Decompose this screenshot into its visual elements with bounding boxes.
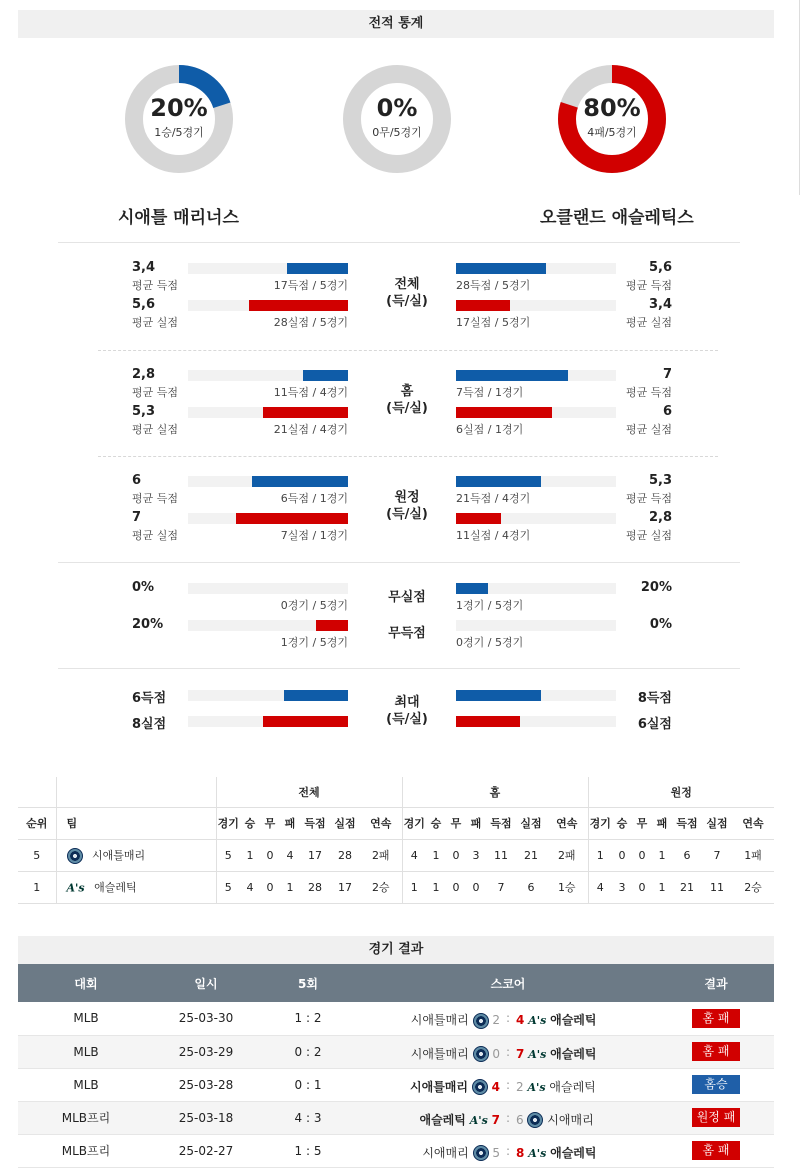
stat-cell: 0	[446, 839, 466, 871]
stat-cell: 1	[240, 839, 260, 871]
right-bar	[456, 370, 568, 381]
left-stat-value: 7	[132, 510, 142, 525]
group-header: 홈	[402, 777, 588, 807]
athletics-logo-icon: A's	[66, 881, 85, 895]
result-row[interactable]	[18, 1101, 774, 1134]
column-header: 연속	[546, 807, 588, 839]
left-bar-track	[188, 370, 348, 381]
donut-percent: 20%	[150, 94, 208, 122]
team-right-name: 오클랜드 애슬레틱스	[540, 208, 694, 228]
athletics-logo-icon: A's	[527, 1080, 546, 1094]
stat-cell: 5	[216, 871, 240, 903]
date-cell: 25-03-30	[154, 1002, 258, 1035]
stat-cell: 7	[486, 871, 516, 903]
column-header: 승	[612, 807, 632, 839]
left-bar	[316, 620, 348, 631]
score-cell	[358, 1068, 658, 1101]
divider	[98, 350, 718, 351]
right-stat-value: 2,8	[648, 510, 672, 525]
donut-percent: 80%	[583, 94, 641, 122]
date-cell: 25-02-27	[154, 1134, 258, 1167]
home-team-name: 시애틀매리	[410, 1079, 468, 1094]
athletics-logo-icon: A's	[528, 1146, 547, 1160]
stat-cell: 0	[612, 839, 632, 871]
right-bar-caption: 6실점 / 1경기	[456, 423, 524, 436]
results-column-header: 결과	[658, 964, 774, 1002]
left-stat-value: 0%	[132, 580, 155, 595]
stat-cell: 2승	[360, 871, 402, 903]
athletics-logo-icon: A's	[528, 1014, 547, 1027]
home-team-name: 시애매리	[422, 1145, 469, 1160]
left-bar	[284, 690, 348, 701]
away-team-name: 시애매리	[547, 1112, 594, 1127]
team-left-name: 시애틀 매리너스	[118, 208, 239, 228]
right-stat-value: 20%	[640, 580, 672, 595]
record-donut	[342, 64, 452, 174]
donut-percent: 0%	[376, 94, 418, 122]
right-bar-track	[456, 300, 616, 311]
team-header: 팀	[56, 807, 216, 839]
right-bar-track	[456, 476, 616, 487]
right-bar-caption: 0경기 / 5경기	[456, 636, 524, 649]
right-bar-caption: 17실점 / 5경기	[456, 316, 531, 329]
left-stat-value: 6	[132, 473, 142, 488]
stat-cell: 7	[702, 839, 732, 871]
right-stat-label: 평균 득점	[625, 492, 672, 505]
stat-cell: 2패	[360, 839, 402, 871]
column-header: 무	[446, 807, 466, 839]
inning-score-cell: 0 : 1	[258, 1068, 358, 1101]
left-stat-value: 6득점	[132, 691, 167, 706]
league-cell: MLB	[18, 1035, 154, 1068]
column-header: 경기	[588, 807, 612, 839]
stat-cell: 11	[702, 871, 732, 903]
results-column-header: 일시	[154, 964, 258, 1002]
right-bar-track	[456, 370, 616, 381]
home-team-name: 시애틀매리	[410, 1013, 469, 1027]
left-stat-label: 평균 득점	[132, 279, 179, 292]
stat-cell: 1	[280, 871, 300, 903]
column-header: 경기	[216, 807, 240, 839]
left-stat-label: 평균 득점	[132, 492, 179, 505]
right-bar-track	[456, 620, 616, 631]
left-bar	[252, 476, 348, 487]
stat-cell: 4	[402, 839, 426, 871]
blank-header	[56, 777, 216, 807]
right-bar-track	[456, 583, 616, 594]
stat-cell: 0	[632, 871, 652, 903]
result-badge: 홈 패	[692, 1141, 740, 1160]
stat-cell: 11	[486, 839, 516, 871]
column-header: 경기	[402, 807, 426, 839]
left-bar-track	[188, 263, 348, 274]
left-bar-track	[188, 476, 348, 487]
column-header: 패	[652, 807, 672, 839]
rank-cell: 5	[18, 839, 56, 871]
inning-score-cell: 4 : 3	[258, 1101, 358, 1134]
right-bar-caption: 11실점 / 4경기	[456, 529, 531, 542]
results-table	[18, 964, 774, 1168]
score-separator: :	[505, 1110, 511, 1125]
mariners-logo-icon	[473, 1046, 489, 1062]
left-bar-caption: 0경기 / 5경기	[280, 599, 348, 612]
left-stat-value: 20%	[132, 617, 164, 632]
results-column-header: 스코어	[358, 964, 658, 1002]
home-team-name: 애슬레틱	[419, 1112, 466, 1127]
stat-cell: 0	[260, 839, 280, 871]
stat-cell: 1패	[732, 839, 774, 871]
home-score: 0	[492, 1046, 500, 1061]
right-stat-label: 평균 득점	[625, 279, 672, 292]
inning-score-cell: 1 : 2	[258, 1002, 358, 1035]
stat-cell: 1	[652, 839, 672, 871]
away-team-name: 애슬레틱	[550, 1013, 597, 1027]
home-side	[411, 1045, 500, 1063]
right-bar	[456, 263, 546, 274]
stat-cell: 0	[260, 871, 280, 903]
divider	[58, 668, 740, 669]
stat-cell: 5	[216, 839, 240, 871]
right-bar-track	[456, 716, 616, 727]
stat-cell: 3	[466, 839, 486, 871]
right-bar-caption: 7득점 / 1경기	[456, 386, 524, 399]
team-name: 애슬레틱	[90, 881, 137, 894]
left-stat-label: 평균 득점	[132, 386, 179, 399]
left-bar-caption: 1경기 / 5경기	[280, 636, 348, 649]
right-stat-value: 8득점	[637, 691, 672, 706]
result-row[interactable]	[18, 1002, 774, 1035]
right-stat-label: 평균 실점	[625, 316, 672, 329]
league-cell: MLB프리	[18, 1134, 154, 1167]
left-stat-label: 평균 실점	[132, 423, 179, 436]
right-stat-value: 5,3	[648, 473, 672, 488]
away-side	[516, 1011, 597, 1028]
mariners-logo-icon	[472, 1079, 488, 1095]
divider	[58, 242, 740, 243]
left-stat-value: 8실점	[132, 717, 167, 732]
donut-subtext: 4패/5경기	[587, 126, 637, 139]
stat-cell: 1승	[546, 871, 588, 903]
divider	[98, 456, 718, 457]
home-score: 7	[491, 1112, 500, 1127]
right-bar	[456, 407, 552, 418]
right-bar-track	[456, 690, 616, 701]
column-header: 패	[280, 807, 300, 839]
column-header: 득점	[300, 807, 330, 839]
column-header: 연속	[360, 807, 402, 839]
score-separator: :	[505, 1143, 511, 1158]
stat-cell: 3	[612, 871, 632, 903]
left-bar-caption: 11득점 / 4경기	[273, 386, 348, 399]
column-header: 무	[260, 807, 280, 839]
column-header: 패	[466, 807, 486, 839]
record-donut	[124, 64, 234, 174]
result-row[interactable]	[18, 1068, 774, 1101]
right-bar	[456, 716, 520, 727]
team-cell[interactable]	[56, 839, 216, 871]
category-label: 무실점	[388, 590, 426, 605]
league-cell: MLB프리	[18, 1101, 154, 1134]
result-row[interactable]	[18, 1134, 774, 1167]
column-header: 무	[632, 807, 652, 839]
stat-cell: 4	[240, 871, 260, 903]
stat-cell: 4	[588, 871, 612, 903]
team-name: 시애틀매리	[88, 848, 146, 862]
stat-cell: 17	[330, 871, 360, 903]
left-bar-track	[188, 513, 348, 524]
away-team-name: 애슬레틱	[550, 1046, 597, 1061]
home-score: 2	[492, 1013, 500, 1027]
stat-cell: 0	[446, 871, 466, 903]
left-bar	[287, 263, 348, 274]
left-stat-label: 평균 실점	[132, 316, 179, 329]
results-section-title: 경기 결과	[18, 936, 774, 964]
left-bar	[236, 513, 348, 524]
left-bar	[263, 407, 348, 418]
scrollbar[interactable]	[794, 0, 800, 195]
away-score: 6	[516, 1112, 524, 1127]
right-bar-track	[456, 263, 616, 274]
team-cell[interactable]	[56, 871, 216, 903]
away-side	[516, 1144, 597, 1161]
rank-header: 순위	[18, 807, 56, 839]
home-score: 4	[491, 1079, 500, 1094]
donut-subtext: 1승/5경기	[154, 126, 204, 139]
away-score: 8	[516, 1145, 525, 1160]
score-separator: :	[505, 1077, 511, 1092]
mariners-logo-icon	[473, 1145, 489, 1161]
away-side	[516, 1111, 594, 1129]
right-stat-value: 6	[662, 404, 672, 419]
right-stat-label: 평균 득점	[625, 386, 672, 399]
result-cell	[658, 1068, 774, 1101]
category-label: 홈 (득/실)	[386, 384, 428, 416]
left-bar-track	[188, 583, 348, 594]
divider	[58, 562, 740, 563]
column-header: 연속	[732, 807, 774, 839]
right-stat-label: 평균 실점	[625, 529, 672, 542]
group-header: 원정	[588, 777, 774, 807]
result-badge: 홈 패	[692, 1009, 740, 1028]
home-score: 5	[492, 1145, 500, 1160]
right-stat-value: 5,6	[648, 260, 672, 275]
left-bar-track	[188, 300, 348, 311]
result-cell	[658, 1002, 774, 1035]
stat-cell: 6	[516, 871, 546, 903]
category-label: 원정 (득/실)	[386, 490, 428, 522]
column-header: 실점	[702, 807, 732, 839]
athletics-logo-icon: A's	[469, 1113, 488, 1127]
left-stat-value: 2,8	[132, 367, 156, 382]
column-header: 승	[240, 807, 260, 839]
stat-cell: 17	[300, 839, 330, 871]
inning-score-cell: 1 : 5	[258, 1134, 358, 1167]
right-bar-track	[456, 407, 616, 418]
left-bar-caption: 7실점 / 1경기	[280, 529, 348, 542]
home-side	[411, 1011, 500, 1029]
right-bar-caption: 1경기 / 5경기	[456, 599, 524, 612]
left-bar	[263, 716, 348, 727]
category-label: 무득점	[388, 626, 426, 641]
score-cell	[358, 1134, 658, 1167]
stat-cell: 21	[516, 839, 546, 871]
stat-cell: 0	[466, 871, 486, 903]
left-bar-caption: 21실점 / 4경기	[273, 423, 348, 436]
stat-cell: 6	[672, 839, 702, 871]
result-badge: 홈승	[692, 1075, 740, 1094]
left-bar	[303, 370, 348, 381]
right-bar	[456, 513, 501, 524]
results-column-header: 대회	[18, 964, 154, 1002]
right-bar	[456, 583, 488, 594]
league-cell: MLB	[18, 1068, 154, 1101]
stat-cell: 2승	[732, 871, 774, 903]
column-header: 승	[426, 807, 446, 839]
stat-cell: 28	[330, 839, 360, 871]
away-score: 4	[516, 1013, 525, 1027]
score-separator: :	[505, 1011, 511, 1025]
group-header: 전체	[216, 777, 402, 807]
left-stat-value: 5,3	[132, 404, 156, 419]
left-bar	[249, 300, 348, 311]
right-bar-caption: 28득점 / 5경기	[456, 279, 531, 292]
league-cell: MLB	[18, 1002, 154, 1035]
score-cell	[358, 1101, 658, 1134]
stat-cell: 1	[426, 839, 446, 871]
record-donut	[557, 64, 667, 174]
category-label: 전체 (득/실)	[386, 277, 428, 309]
inning-score-cell: 0 : 2	[258, 1035, 358, 1068]
right-bar-caption: 21득점 / 4경기	[456, 492, 531, 505]
stat-cell: 2패	[546, 839, 588, 871]
stat-cell: 21	[672, 871, 702, 903]
left-stat-value: 3,4	[132, 260, 156, 275]
stat-cell: 1	[652, 871, 672, 903]
score-separator: :	[505, 1044, 511, 1059]
left-bar-caption: 28실점 / 5경기	[273, 316, 348, 329]
category-label: 최대 (득/실)	[386, 695, 428, 727]
result-cell	[658, 1035, 774, 1068]
stat-cell: 0	[632, 839, 652, 871]
date-cell: 25-03-29	[154, 1035, 258, 1068]
date-cell: 25-03-18	[154, 1101, 258, 1134]
right-bar-track	[456, 513, 616, 524]
column-header: 실점	[330, 807, 360, 839]
left-bar-caption: 6득점 / 1경기	[280, 492, 348, 505]
home-side	[420, 1111, 501, 1128]
away-team-name: 애슬레틱	[549, 1079, 596, 1094]
home-team-name: 시애틀매리	[410, 1046, 469, 1061]
left-bar-track	[188, 716, 348, 727]
right-stat-label: 평균 실점	[625, 423, 672, 436]
result-row[interactable]	[18, 1035, 774, 1068]
results-column-header: 5회	[258, 964, 358, 1002]
stat-cell: 28	[300, 871, 330, 903]
home-side	[410, 1078, 500, 1096]
column-header: 실점	[516, 807, 546, 839]
home-side	[422, 1144, 500, 1162]
right-stat-value: 7	[662, 367, 672, 382]
left-stat-value: 5,6	[132, 297, 156, 312]
score-cell	[358, 1002, 658, 1035]
athletics-logo-icon: A's	[528, 1047, 547, 1061]
stat-cell: 1	[426, 871, 446, 903]
standings-table	[18, 777, 774, 904]
away-score: 7	[516, 1046, 525, 1061]
column-header: 득점	[486, 807, 516, 839]
right-stat-value: 0%	[649, 617, 672, 632]
column-header: 득점	[672, 807, 702, 839]
right-bar	[456, 690, 541, 701]
result-badge: 원정 패	[692, 1108, 740, 1127]
result-badge: 홈 패	[692, 1042, 740, 1061]
mariners-logo-icon	[473, 1013, 489, 1029]
blank-header	[18, 777, 56, 807]
rank-cell: 1	[18, 871, 56, 903]
left-bar-caption: 17득점 / 5경기	[273, 279, 348, 292]
stats-section-title: 전적 통계	[18, 10, 774, 38]
right-bar	[456, 300, 510, 311]
result-cell	[658, 1101, 774, 1134]
away-score: 2	[516, 1079, 524, 1094]
mariners-logo-icon	[527, 1112, 543, 1128]
right-stat-value: 6실점	[637, 717, 672, 732]
left-stat-label: 평균 실점	[132, 529, 179, 542]
stat-cell: 1	[402, 871, 426, 903]
left-bar-track	[188, 620, 348, 631]
right-stat-value: 3,4	[648, 297, 672, 312]
right-bar	[456, 476, 541, 487]
result-cell	[658, 1134, 774, 1167]
date-cell: 25-03-28	[154, 1068, 258, 1101]
left-bar-track	[188, 690, 348, 701]
stat-cell: 4	[280, 839, 300, 871]
stat-cell: 1	[588, 839, 612, 871]
mariners-logo-icon	[67, 848, 83, 864]
away-side	[516, 1078, 596, 1095]
donut-subtext: 0무/5경기	[372, 126, 422, 139]
away-side	[516, 1045, 597, 1062]
away-team-name: 애슬레틱	[550, 1145, 597, 1160]
score-cell	[358, 1035, 658, 1068]
left-bar-track	[188, 407, 348, 418]
